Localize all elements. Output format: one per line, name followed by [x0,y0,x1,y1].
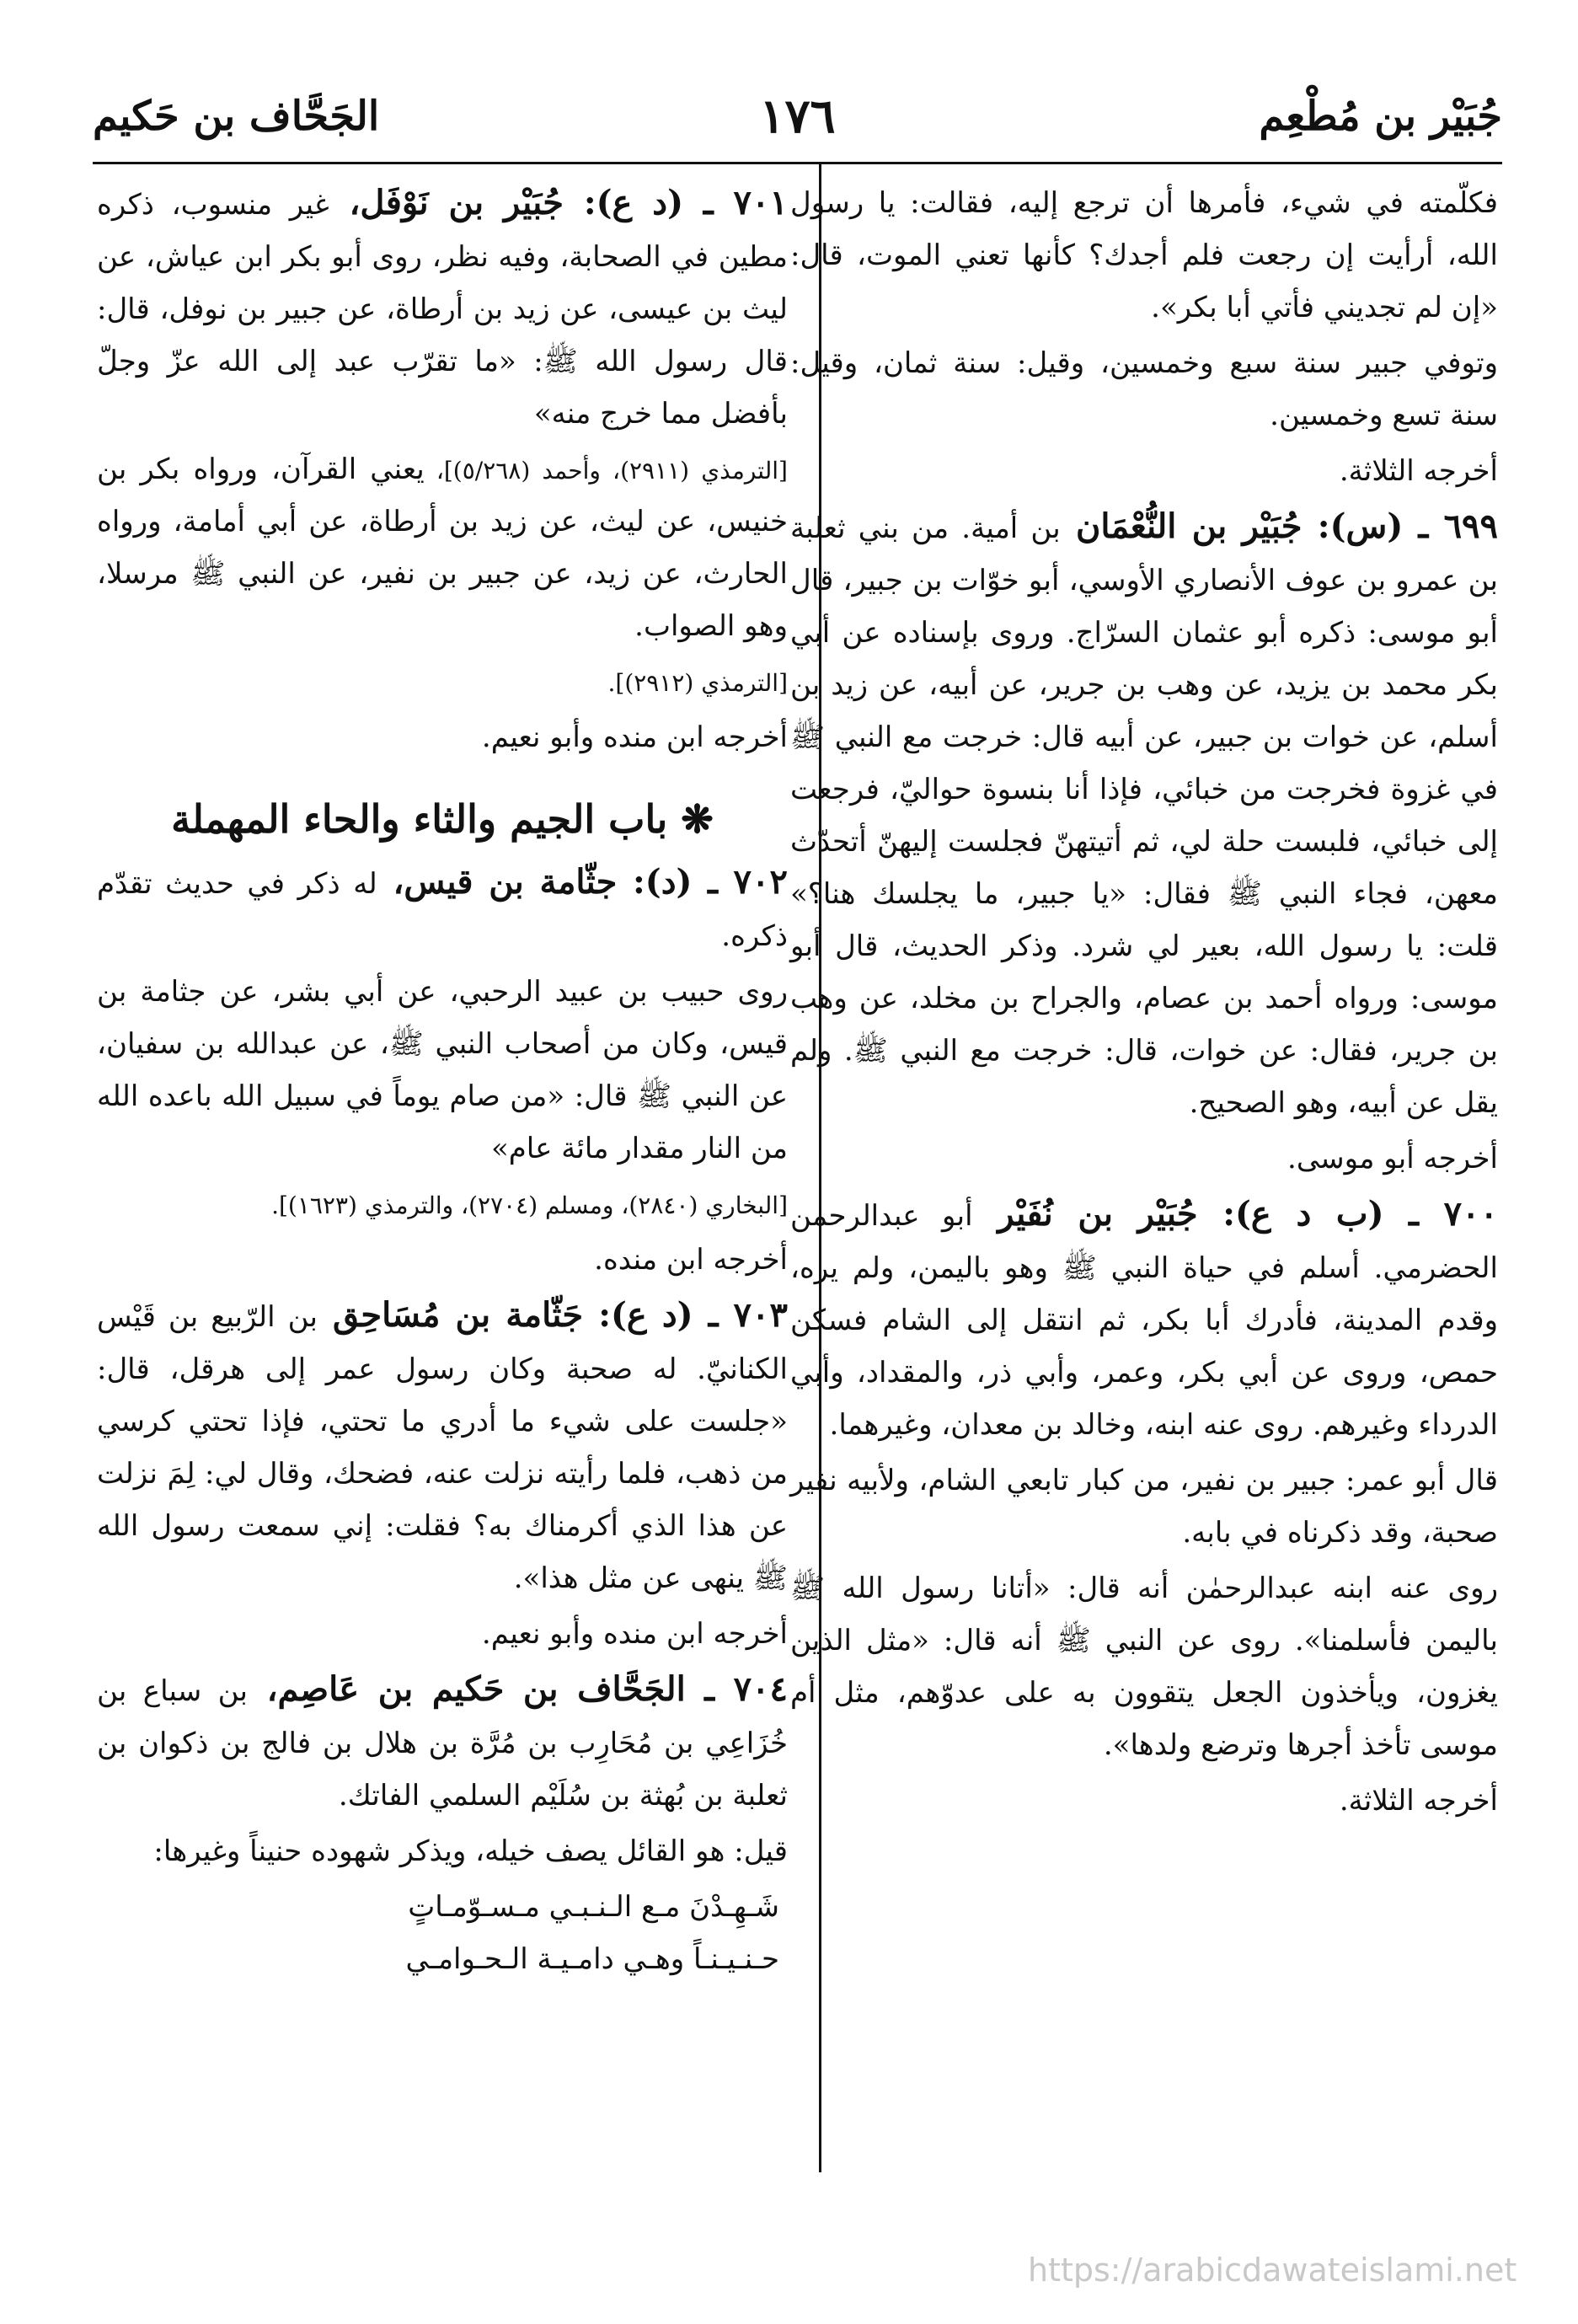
right-paragraph [790,1562,1498,1771]
watermark-url: https://arabicdawateislami.net [1028,2252,1517,2289]
right-paragraph [790,1133,1498,1185]
paragraph-text: أخرجه ابن منده وأبو نعيم. [481,720,788,754]
right-paragraph [790,1454,1498,1559]
paragraph-text: فكلّمته في شيء، فأمرها أن ترجع إليه، فقالت: يا رسول الله، أرأيت إن رجعت فلم أجدك؟ كأنها تعني الموت، قال: «إن لم تجديني فأتي أبا بكر». [790,186,1498,324]
running-header [93,84,1502,152]
left-paragraph [97,856,788,962]
left-column [97,177,788,1985]
header-right-title: جُبَيْر بن مُطْعِم [1259,93,1502,140]
paragraph-text: أخرجه الثلاثة. [1339,1784,1498,1818]
citation: [الترمذي (٢٩١٢)]. [607,669,788,697]
right-paragraph [790,445,1498,497]
left-paragraph [97,177,788,440]
chapter-heading: ❋ باب الجيم والثاء والحاء المهملة [171,796,714,842]
paragraph-text: غير منسوب، ذكره مطين في الصحابة، وفيه نظر، روى أبو بكر ابن عياش، عن ليث بن عيسى، عن زيد بن أرطاة، عن جبير بن نوفل، قال: قال رسول الله ﷺ: «ما تقرّب عبد إلى الله عزّ وجلّ بأفضل مما خرج منه» [97,188,788,431]
paragraph-text: قيل: هو القائل يصف خيله، ويذكر شهوده حنيناً وغيرها: [153,1834,788,1868]
paragraph-text: بن الرّبيع بن قَيْس الكنانيّ. له صحبة وكان رسول عمر إلى هرقل، قال: «جلست على شيء ما أدري ما تحتي، فإذا تحتي كرسي من ذهب، فلما رأيته نزلت عنه، فضحك، وقال لي: لِمَ نزلت عن هذا الذي أكرمناك به؟ فقلت: إني سمعت رسول الله ﷺ ينهى عن مثل هذا». [97,1300,788,1595]
paragraph-text: وتوفي جبير سنة سبع وخمسين، وقيل: سنة ثمان، وقيل: سنة تسع وخمسين. [790,346,1498,432]
left-paragraph [97,711,788,763]
left-paragraph [97,443,788,652]
right-column [790,177,1498,1830]
header-left-title: الجَحَّاف بن حَكيم [93,93,380,140]
entry-heading: ٧٠٤ ـ الجَحَّاف بن حَكيم بن عَاصِم، [248,1669,789,1709]
entry-heading: ٦٩٩ ـ (س): جُبَيْر بن النُّعْمَان [1060,506,1499,546]
paragraph-text: أخرجه أبو موسى. [1287,1142,1498,1175]
paragraph-text: يعني القرآن، ورواه بكر بن خنيس، عن ليث، عن زيد بن أرطاة، عن أبي أمامة، ورواه الحارث، عن زيد، عن جبير بن نفير، عن النبي ﷺ مرسلا، وهو الصواب. [97,452,788,643]
paragraph-text: له ذكر في حديث تقدّم ذكره. [97,867,788,953]
left-paragraph [97,1825,788,1877]
left-paragraph [97,1234,788,1286]
entry-heading: ٧٠١ ـ (د ع): جُبَيْر بن نَوْفَل، [329,183,788,222]
right-paragraph [790,337,1498,442]
paragraph-text: روى عنه ابنه عبدالرحمٰن أنه قال: «أتانا رسول الله ﷺ باليمن فأسلمنا». روى عن النبي ﷺ أنه قال: «مثل الذين يغزون، ويأخذون الجعل يتقوون به على عدوّهم، مثل أم موسى تأخذ أجرها وترضع ولدها». [790,1572,1498,1762]
right-paragraph [790,501,1498,1129]
paragraph-text: قال أبو عمر: جبير بن نفير، من كبار تابعي الشام، ولأبيه نفير صحبة، وقد ذكرناه في بابه. [790,1464,1498,1550]
paragraph-text: بن أمية. من بني ثعلبة بن عمرو بن عوف الأنصاري الأوسي، أبو خوّات بن جبير، قال أبو موسى: ذكره أبو عثمان السرّاج. وروى بإسناده عن أبي بكر محمد بن يزيد، عن وهب بن جرير، عن أبيه، عن زيد بن أسلم، عن خوات بن جبير، عن أبيه قال: خرجت مع النبي ﷺ في غزوة فخرجت من خبائي، فإذا أنا بنسوة حواليّ، فرجعت إلى خبائي، فلبست حلة لي، ثم أتيتهنّ فجلست إليهنّ أتحدّث معهن، فجاء النبي ﷺ فقال: «يا جبير، ما يجلسك هنا؟» قلت: يا رسول الله، بعير لي شرد. وذكر الحديث، قال أبو موسى: ورواه أحمد بن عصام، والجراح بن مخلد، عن وهب بن جرير، فقال: عن خوات، قال: خرجت مع النبي ﷺ. ولم يقل عن أبيه، وهو الصحيح. [790,511,1499,1120]
paragraph-text: أخرجه ابن منده. [594,1243,788,1277]
verse-hemistich: شَـهِـدْنَ مـع الـنـبـي مـسـوّمـاتٍ [408,1890,779,1924]
left-paragraph [97,1178,788,1230]
entry-heading: ٧٠٢ ـ (د): جثّامة بن قيس، [377,862,788,902]
left-paragraph [97,1289,788,1604]
left-paragraph [97,1663,788,1822]
verse-hemistich: حـنـيـنـاً وهـي دامـيـة الـحـوامـي [405,1942,779,1976]
poem-verse [97,1933,788,1985]
citation: [البخاري (٢٨٤٠)، ومسلم (٢٧٠٤)، والترمذي (١٦٢٣)]. [271,1191,788,1219]
header-rule [93,162,1502,164]
right-paragraph [790,1775,1498,1827]
entry-heading: ٧٠٠ ـ (ب د ع): جُبَيْر بن نُفَيْر [972,1194,1499,1234]
entry-heading: ٧٠٣ ـ (د ع): جَثّامة بن مُسَاحِق [317,1295,788,1335]
paragraph-text: أبو عبدالرحمٰن الحضرمي. أسلم في حياة النبي ﷺ وهو باليمن، ولم يره، وقدم المدينة، فأدرك أبا بكر، ثم انتقل إلى الشام فسكن حمص، وروى عن أبي بكر، وعمر، وأبي ذر، والمقداد، وأبي الدرداء وغيرهم. روى عنه ابنه، وخالد بن معدان، وغيرهما. [790,1199,1498,1442]
poem-verse [97,1881,788,1933]
paragraph-text: أخرجه الثلاثة. [1339,454,1498,488]
right-paragraph [790,177,1498,334]
paragraph-text: أخرجه ابن منده وأبو نعيم. [481,1617,788,1651]
paragraph-text: بن سباع بن خُزَاعِي بن مُحَارِب بن مُرَّة بن هلال بن فالج بن ذكوان بن ثعلبة بن بُهثة بن سُلَيْم السلمي الفاتك. [97,1674,788,1813]
left-paragraph [97,656,788,708]
citation: [الترمذي (٢٩١١)، وأحمد (٥/٢٦٨)]، [424,457,788,485]
left-paragraph [97,966,788,1175]
page-number: ١٧٦ [759,88,836,144]
right-paragraph [790,1188,1498,1451]
paragraph-text: روى حبيب بن عبيد الرحبي، عن أبي بشر، عن جثامة بن قيس، وكان من أصحاب النبي ﷺ، عن عبدالله بن سفيان، عن النبي ﷺ قال: «من صام يوماً في سبيل الله باعده الله من النار مقدار مائة عام» [97,975,788,1165]
left-paragraph [97,1608,788,1660]
